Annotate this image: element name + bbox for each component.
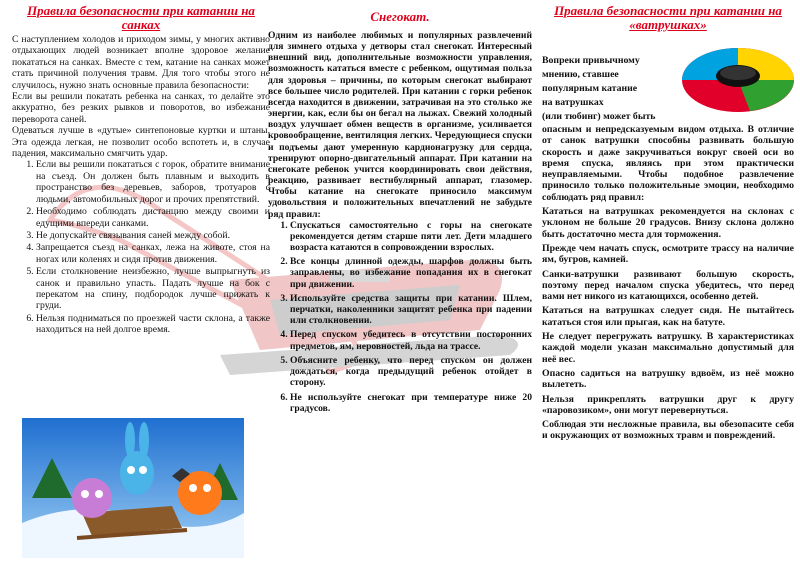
sled-rule: 6. Нельзя подниматься по проезжей части склона, а также находиться на ней долгое время. [36, 313, 270, 336]
sled-intro-3: Одеваться лучше в «дутые» синтепоновые куртки и штаны. Эта одежда легкая, не позволит особо вспотеть и, в случае падения, максимально смягчить удар. [12, 125, 270, 160]
tube-title: Правила безопасности при катании на «ватрушках» [554, 3, 782, 32]
snowcat-intro: Одним из наиболее любимых и популярных развлечений для зимнего отдыха у детворы стал снегокат. Интересный внешний вид, дополнительные возможности управления, возможность кататься вместе с ребенком, ощутимая польза для здоровья – причины, по которым снегокат выбирают все большее число родителей. При катании с горки ребенок всегда находится в движении, затрачивая на это столько же энергии, как, если бы он бегал на лыжах. Свежий холодный воздух улучшает обмен веществ в организме, усиливается кровообращение, вентиляция легких. Чередующиеся спуски и подъемы дают умеренную кардионагрузку для сердца, тренируют опорно-двигательный аппарат. При катании на снегокате ребенок учится координировать свои действия, реакцию, развивает вестибулярный аппарат, глазомер. Чтобы катание на снегокате приносило максимум удовольствия и положительных впечатлений не забудьте ряд правил: [268, 30, 532, 220]
tube-intro-line: (или тюбинг) может быть [542, 111, 656, 122]
cartoon-sled-illustration [22, 418, 244, 558]
sled-rule: 5. Если столкновение неизбежно, лучше выпрыгнуть из санок и правильно упасть. Падать лучше на бок с перекатом на спину, подбородок лучше прижать к груди. [36, 266, 270, 312]
tube-paragraph: Санки-ватрушки развивают большую скорость, поэтому перед началом спуска убедитесь, что перед вами нет никого из катающихся, особенно детей. [542, 268, 794, 303]
tube-paragraph: опасным и непредсказуемым видом отдыха. В отличие от санок ватрушки способны развивать большую скорость и даже закручиваться вокруг своей оси во время спуска, являясь при этом практически неуправляемыми. Чтобы подобное развлечение приносило только положительные эмоции, необходимо соблюдать ряд правил: [542, 124, 794, 203]
tube-paragraph: Прежде чем начать спуск, осмотрите трассу на наличие ям, бугров, камней. [542, 242, 794, 266]
inflatable-tube-image [680, 36, 796, 116]
snowcat-rule: 1. Спускаться самостоятельно с горы на снегокате рекомендуется детям старше пяти лет. Дети младшего возраста катаются в сопровождении взрослых. [290, 220, 532, 254]
column-snowcat [268, 4, 532, 417]
tube-paragraph: Опасно садиться на ватрушку вдвоём, из неё можно вылететь. [542, 367, 794, 391]
tube-intro-line: мнению, ставшее [542, 69, 619, 80]
tube-intro-line: Вопреки привычному [542, 55, 640, 66]
sled-rule: 2. Необходимо соблюдать дистанцию между своими и едущими впереди санками. [36, 206, 270, 229]
sled-intro-1: С наступлением холодов и приходом зимы, у многих активно отдыхающих людей возникает вполне здоровое желание покататься на санках. Вместе с тем, катание на санках может стать причиной получения травм. Для того чтобы этого не случилось, нужно знать основные правила безопасности: [12, 34, 270, 91]
sled-rules-list [12, 159, 270, 335]
column-sled-rules [12, 4, 270, 337]
tube-intro-line: на ватрушках [542, 97, 604, 108]
tube-paragraph: Кататься на ватрушках следует сидя. Не пытайтесь кататься стоя или прыгая, как на батуте. [542, 305, 794, 328]
sled-title: Правила безопасности при катании на санках [27, 3, 255, 32]
tube-paragraph: Соблюдая эти несложные правила, вы обезопасите себя и окружающих от возможных травм и повреждений. [542, 419, 794, 442]
sled-rule: 3. Не допускайте связывания саней между собой. [36, 230, 270, 241]
tube-paragraph: Не следует перегружать ватрушку. В характеристиках каждой модели указан максимально допустимый для неё вес. [542, 331, 794, 365]
snowcat-rule: 3. Используйте средства защиты при катании. Шлем, перчатки, наколенники защитят ребенка при падении или столкновении. [290, 293, 532, 327]
snowcat-rules-list [268, 220, 532, 414]
tube-paragraph: Кататься на ватрушках рекомендуется на склонах с уклоном не больше 20 градусов. Внизу склона должно быть достаточно места для торможения. [542, 206, 794, 240]
sled-rule: 1. Если вы решили покататься с горок, обратите внимание на съезд. Он должен быть плавным и выходить в пространство без деревьев, заборов, тротуаров с людьми, автомобильных дорог и прочих препятствий. [36, 159, 270, 205]
tube-intro-line: популярным катание [542, 83, 638, 94]
snowcat-rule: 4. Перед спуском убедитесь в отсутствии посторонних предметов, ям, неровностей, льда на трассе. [290, 329, 532, 351]
sled-rule: 4. Запрещается съезд на санках, лежа на животе, стоя на ногах или коленях и сидя против движения. [36, 242, 270, 265]
tube-intro-narrow [542, 54, 672, 124]
snowcat-rule: 5. Объясните ребенку, что перед спуском он должен дождаться, когда предыдущий ребенок отойдет в сторону. [290, 355, 532, 389]
snowcat-title: Снегокат. [370, 9, 430, 24]
tube-paragraph: Нельзя прикреплять ватрушки друг к другу «паровозиком», они могут перевернуться. [542, 393, 794, 416]
snowcat-rule: 6. Не используйте снегокат при температуре ниже 20 градусов. [290, 392, 532, 414]
sled-intro-2: Если вы решили покатать ребенка на санках, то делайте это аккуратно, без резких рывков и поворотов, во избежание переворота саней. [12, 91, 270, 125]
snowcat-rule: 2. Все концы длинной одежды, шарфов должны быть заправлены, во избежание попадания их в снегокат при движении. [290, 256, 532, 290]
